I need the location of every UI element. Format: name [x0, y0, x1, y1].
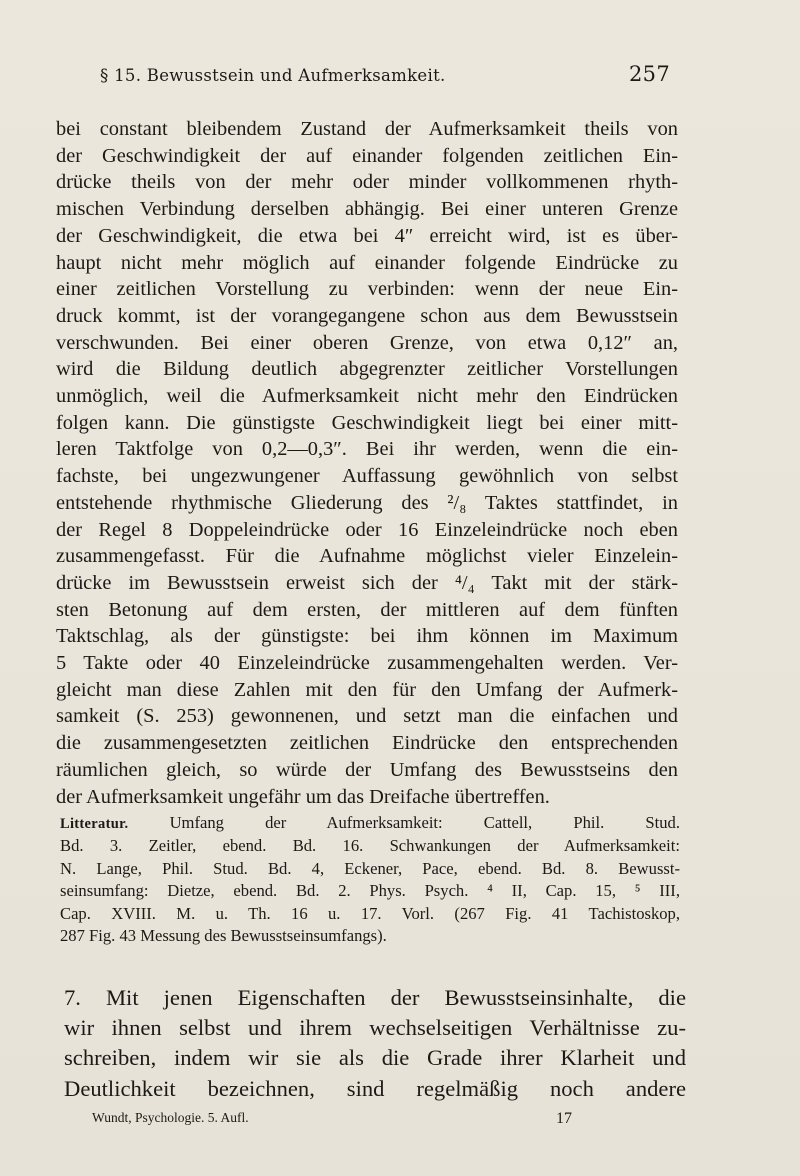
page-footer — [92, 1110, 572, 1128]
main-paragraph — [56, 116, 678, 810]
text-line: entstehende rhythmische Gliederung des ²/₈ Taktes stattfindet, in — [56, 491, 678, 514]
section-7-paragraph — [64, 983, 686, 1104]
literature-line: 287 Fig. 43 Messung des Bewusstseinsumfangs). — [60, 926, 387, 946]
text-line: der Geschwindigkeit der auf einander folgenden zeitlichen Ein- — [56, 144, 678, 167]
literature-line: seinsumfang: Dietze, ebend. Bd. 2. Phys. Psych. ⁴ II, Cap. 15, ⁵ III, — [60, 881, 680, 901]
literature-line: Umfang der Aufmerksamkeit: Cattell, Phil. Stud. — [169, 813, 680, 832]
text-line: bei constant bleibendem Zustand der Aufmerksamkeit theils von — [56, 118, 678, 140]
literature-block — [60, 812, 680, 947]
text-line: unmöglich, weil die Aufmerksamkeit nicht mehr den Eindrücken — [56, 385, 678, 408]
section-line: wir ihnen selbst und ihrem wechselseitigen Verhältnisse zu- — [64, 1015, 686, 1041]
text-line: druck kommt, ist der vorangegangene schon aus dem Bewusstsein — [56, 304, 678, 327]
signature-mark: 17 — [556, 1110, 572, 1127]
text-line: verschwunden. Bei einer oberen Grenze, von etwa 0,12″ an, — [56, 331, 678, 354]
text-line: samkeit (S. 253) gewonnenen, und setzt man die einfachen und — [56, 705, 678, 728]
text-line: wird die Bildung deutlich abgegrenzter zeitlicher Vorstellungen — [56, 358, 678, 381]
text-line: leren Taktfolge von 0,2—0,3″. Bei ihr werden, wenn die ein- — [56, 438, 678, 461]
text-line: folgen kann. Die günstigste Geschwindigkeit liegt bei einer mitt- — [56, 411, 678, 434]
text-line: der Geschwindigkeit, die etwa bei 4″ erreicht wird, ist es über- — [56, 224, 678, 247]
text-line: 5 Takte oder 40 Einzeleindrücke zusammengehalten werden. Ver- — [56, 652, 678, 675]
text-line: der Aufmerksamkeit ungefähr um das Dreifache übertreffen. — [56, 785, 550, 808]
literature-label: Litteratur. — [60, 816, 129, 832]
text-line: der Regel 8 Doppeleindrücke oder 16 Einzeleindrücke noch eben — [56, 518, 678, 541]
running-title: § 15. Bewusstsein und Aufmerksamkeit. — [100, 66, 446, 85]
text-line: drücke theils von der mehr oder minder vollkommenen rhyth- — [56, 171, 678, 194]
book-reference: Wundt, Psychologie. 5. Aufl. — [92, 1110, 249, 1125]
literature-first-line — [60, 812, 680, 835]
text-line: Taktschlag, als der günstigste: bei ihm können im Maximum — [56, 625, 678, 648]
page-number: 257 — [629, 62, 670, 86]
text-line: fachste, bei ungezwungener Auffassung gewöhnlich von selbst — [56, 465, 678, 488]
literature-line: Cap. XVIII. M. u. Th. 16 u. 17. Vorl. (267 Fig. 41 Tachistoskop, — [60, 903, 680, 923]
section-line: schreiben, indem wir sie als die Grade ihrer Klarheit und — [64, 1045, 686, 1071]
section-line: Deutlichkeit bezeichnen, sind regelmäßig noch andere — [64, 1075, 686, 1101]
text-line: die zusammengesetzten zeitlichen Eindrücke den entsprechenden — [56, 732, 678, 755]
text-line: sten Betonung auf dem ersten, der mittleren auf dem fünften — [56, 598, 678, 621]
text-line: räumlichen gleich, so würde der Umfang des Bewusstseins den — [56, 758, 678, 781]
text-line: gleicht man diese Zahlen mit den für den Umfang der Aufmerk- — [56, 678, 678, 701]
literature-line: Bd. 3. Zeitler, ebend. Bd. 16. Schwankungen der Aufmerksamkeit: — [60, 836, 680, 856]
text-line: drücke im Bewusstsein erweist sich der ⁴/₄ Takt mit der stärk- — [56, 571, 678, 594]
literature-line: N. Lange, Phil. Stud. Bd. 4, Eckener, Pace, ebend. Bd. 8. Bewusst- — [60, 858, 680, 878]
text-line: mischen Verbindung derselben abhängig. Bei einer unteren Grenze — [56, 198, 678, 221]
text-line: zusammengefasst. Für die Aufnahme möglichst vieler Einzelein- — [56, 545, 678, 568]
text-line: einer zeitlichen Vorstellung zu verbinden: wenn der neue Ein- — [56, 278, 678, 301]
section-line: 7. Mit jenen Eigenschaften der Bewusstseinsinhalte, die — [64, 985, 686, 1010]
running-header — [100, 62, 670, 86]
text-line: haupt nicht mehr möglich auf einander folgende Eindrücke zu — [56, 251, 678, 274]
